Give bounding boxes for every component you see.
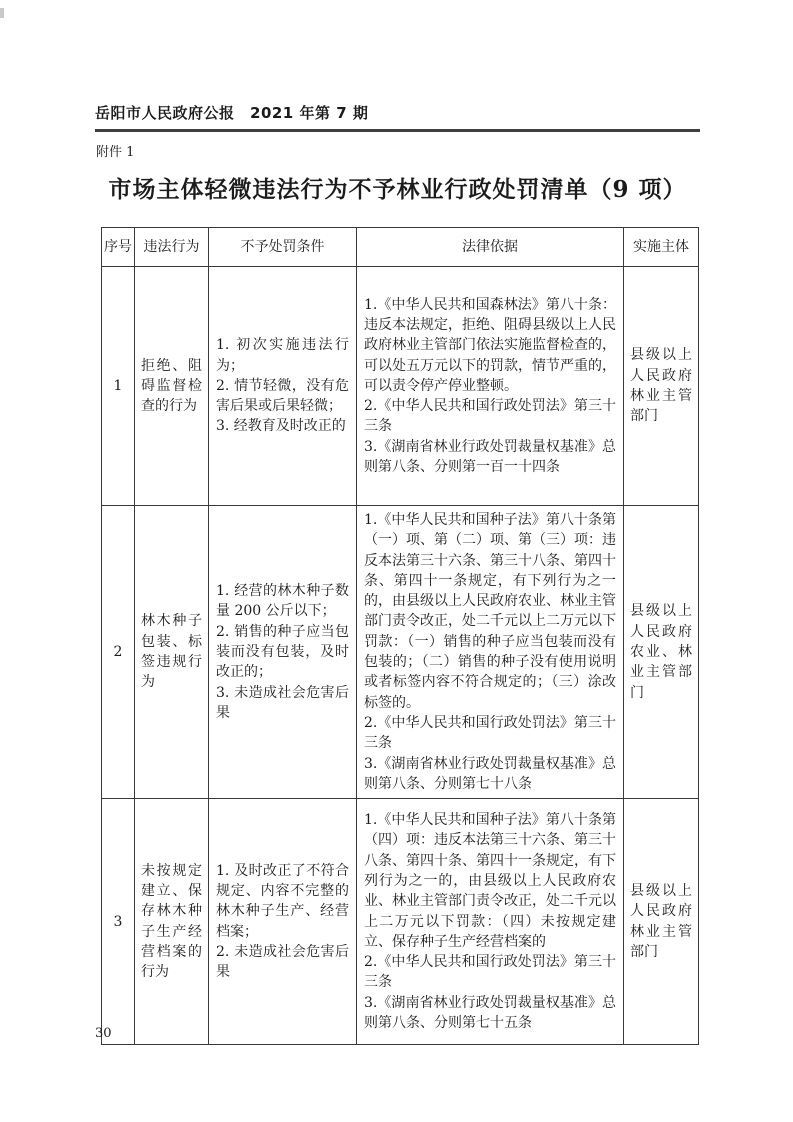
legal-basis-item: 3.《湖南省林业行政处罚裁量权基准》总则第八条、分则第七十八条 <box>364 755 616 792</box>
condition-item: 1. 初次实施违法行为； <box>216 337 349 374</box>
legal-basis-item: 2.《中华人民共和国行政处罚法》第三十三条 <box>364 954 616 991</box>
penalty-list-table <box>101 227 699 1045</box>
condition-item: 3. 未造成社会危害后果 <box>216 684 349 721</box>
cell-no: 2 <box>102 506 135 799</box>
condition-item: 2. 情节轻微，没有危害后果或后果轻微； <box>216 377 349 415</box>
table-header-row <box>102 228 699 267</box>
cell-conditions <box>209 267 357 506</box>
legal-basis-item: 1.《中华人民共和国种子法》第八十条第（四）项：违反本法第三十六条、第三十八条、第四十条、第四十一条规定，有下列行为之一的，由县级以上人民政府农业、林业主管部门责令改正，处二千元以上二万元以下罚款：（四）未按规定建立、保存种子生产经营档案的 <box>364 812 616 950</box>
table-row <box>102 267 699 506</box>
cell-authority: 县级以上人民政府农业、林业主管部门 <box>624 506 699 799</box>
legal-basis-item: 3.《湖南省林业行政处罚裁量权基准》总则第八条、分则第七十五条 <box>364 994 616 1031</box>
cell-conditions <box>209 799 357 1045</box>
cell-legal-basis <box>357 799 624 1045</box>
column-header-violation: 违法行为 <box>135 228 209 267</box>
cell-legal-basis <box>357 267 624 506</box>
condition-item: 1. 及时改正了不符合规定、内容不完整的林木种子生产、经营档案； <box>216 862 349 940</box>
scan-artifact <box>0 8 4 18</box>
condition-item: 2. 销售的种子应当包装而没有包装，及时改正的； <box>216 623 349 681</box>
gazette-masthead: 岳阳市人民政府公报 2021 年第 7 期 <box>95 102 700 132</box>
cell-authority: 县级以上人民政府林业主管部门 <box>624 799 699 1045</box>
legal-basis-item: 2.《中华人民共和国行政处罚法》第三十三条 <box>364 714 616 752</box>
cell-authority: 县级以上人民政府林业主管部门 <box>624 267 699 506</box>
column-header-no: 序号 <box>102 228 135 267</box>
table-row <box>102 799 699 1045</box>
legal-basis-item: 2.《中华人民共和国行政处罚法》第三十三条 <box>364 398 616 435</box>
cell-violation: 林木种子包装、标签违规行为 <box>135 506 209 799</box>
attachment-label: 附件 1 <box>96 145 135 160</box>
page-title: 市场主体轻微违法行为不予林业行政处罚清单（9 项） <box>108 176 687 203</box>
legal-basis-item: 3.《湖南省林业行政处罚裁量权基准》总则第八条、分则第一百一十四条 <box>364 438 616 476</box>
page-number: 30 <box>95 1026 112 1041</box>
cell-conditions <box>209 506 357 799</box>
cell-legal-basis <box>357 506 624 799</box>
column-header-conditions: 不予处罚条件 <box>209 228 357 267</box>
condition-item: 1. 经营的林木种子数量 200 公斤以下； <box>216 583 349 620</box>
legal-basis-item: 1.《中华人民共和国森林法》第八十条：违反本法规定，拒绝、阻碍县级以上人民政府林业主管部门依法实施监督检查的，可以处五万元以下的罚款，情节严重的，可以责令停产停业整顿。 <box>364 296 616 394</box>
column-header-legal-basis: 法律依据 <box>357 228 624 267</box>
table-row <box>102 506 699 799</box>
cell-violation: 拒绝、阻碍监督检查的行为 <box>135 267 209 506</box>
condition-item: 3. 经教育及时改正的 <box>216 418 346 435</box>
cell-no: 3 <box>102 799 135 1045</box>
legal-basis-item: 1.《中华人民共和国种子法》第八十条第（一）项、第（二）项、第（三）项：违反本法第三十六条、第三十八条、第四十条、第四十一条规定，有下列行为之一的，由县级以上人民政府农业、林业主管部门责令改正，处二千元以上二万元以下罚款：（一）销售的种子应当包装而没有包装的；（二）销售的种子没有使用说明或者标签内容不符合规定的；（三）涂改标签的。 <box>364 512 616 711</box>
column-header-authority: 实施主体 <box>624 228 699 267</box>
cell-no: 1 <box>102 267 135 506</box>
cell-violation: 未按规定建立、保存林木种子生产经营档案的行为 <box>135 799 209 1045</box>
condition-item: 2. 未造成社会危害后果 <box>216 943 349 981</box>
